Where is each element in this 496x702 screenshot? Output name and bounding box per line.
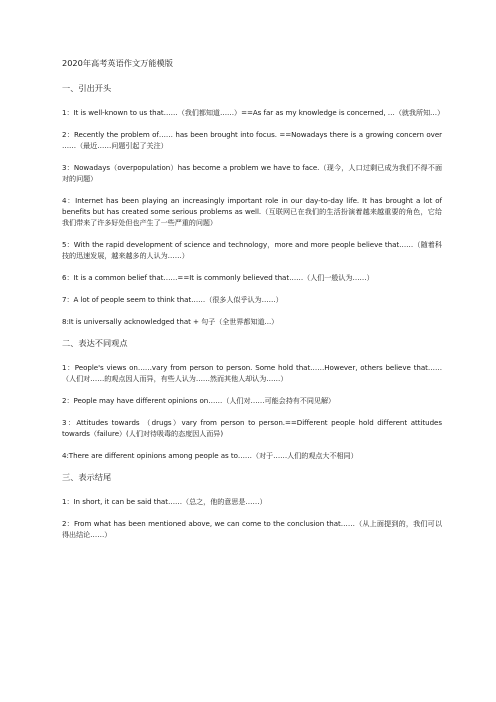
phrase-item: 7：A lot of people seem to think that……（很多人似乎认为……） — [62, 295, 283, 304]
phrase-item: 6：It is a common belief that……==It is commonly believed that……（人们一般认为……） — [62, 273, 374, 282]
section-opening — [62, 83, 445, 327]
phrase-item: 5：With the rapid development of science and technology，more and more people believe that……（随着科技的迅速发展，越来越多的人认为……） — [62, 240, 442, 260]
section-conclusion — [62, 472, 442, 540]
phrase-item: 4:There are different opinions among people as to……（对于……人们的观点大不相同） — [62, 451, 358, 460]
section-heading: 一、引出开头 — [62, 83, 112, 93]
section-different-views — [62, 338, 442, 461]
phrase-item: 3：Attitudes towards （drugs）vary from person to person.==Different people hold different attitudes towards（failure）(人们对待吸毒的态度因人而异) — [62, 418, 442, 438]
phrase-item: 1：People's views on……vary from person to person. Some hold that……However, others believe that……（人们对……的观点因人而异，有些人认为……然而其他人却认为……） — [62, 363, 442, 383]
phrase-item: 2：People may have different opinions on……（人们对……可能会持有不同见解） — [62, 396, 336, 405]
document-title: 2020年高考英语作文万能模版 — [62, 58, 173, 68]
phrase-item: 2：From what has been mentioned above, we can come to the conclusion that……（从上面提到的，我们可以得出结论……） — [62, 519, 442, 539]
section-heading: 二、表达不同观点 — [62, 338, 128, 348]
phrase-item: 1：In short, it can be said that……（总之，他的意思是……） — [62, 497, 267, 506]
phrase-item: 4：Internet has been playing an increasingly important role in our day-to-day life. It has brought a lot of benefits but has created some serious problems as well.（互联网已在我们的生活扮演着越来越重要的角色，它给我们带来了许多好处但也产生了一些严重的问题） — [62, 196, 442, 227]
section-heading: 三、表示结尾 — [62, 472, 112, 482]
phrase-item: 2：Recently the problem of…… has been brought into focus. ==Nowadays there is a growing concern over ……（最近……问题引起了关注） — [62, 130, 442, 150]
phrase-item: 8:It is universally acknowledged that + 句子（全世界都知道...） — [62, 317, 279, 326]
phrase-item: 1：It is well-known to us that……（我们都知道……）==As far as my knowledge is concerned, …（就我所知…） — [62, 108, 445, 117]
phrase-item: 3：Nowadays（overpopulation）has become a problem we have to face.（现今，人口过剩已成为我们不得不面对的问题） — [62, 163, 442, 183]
